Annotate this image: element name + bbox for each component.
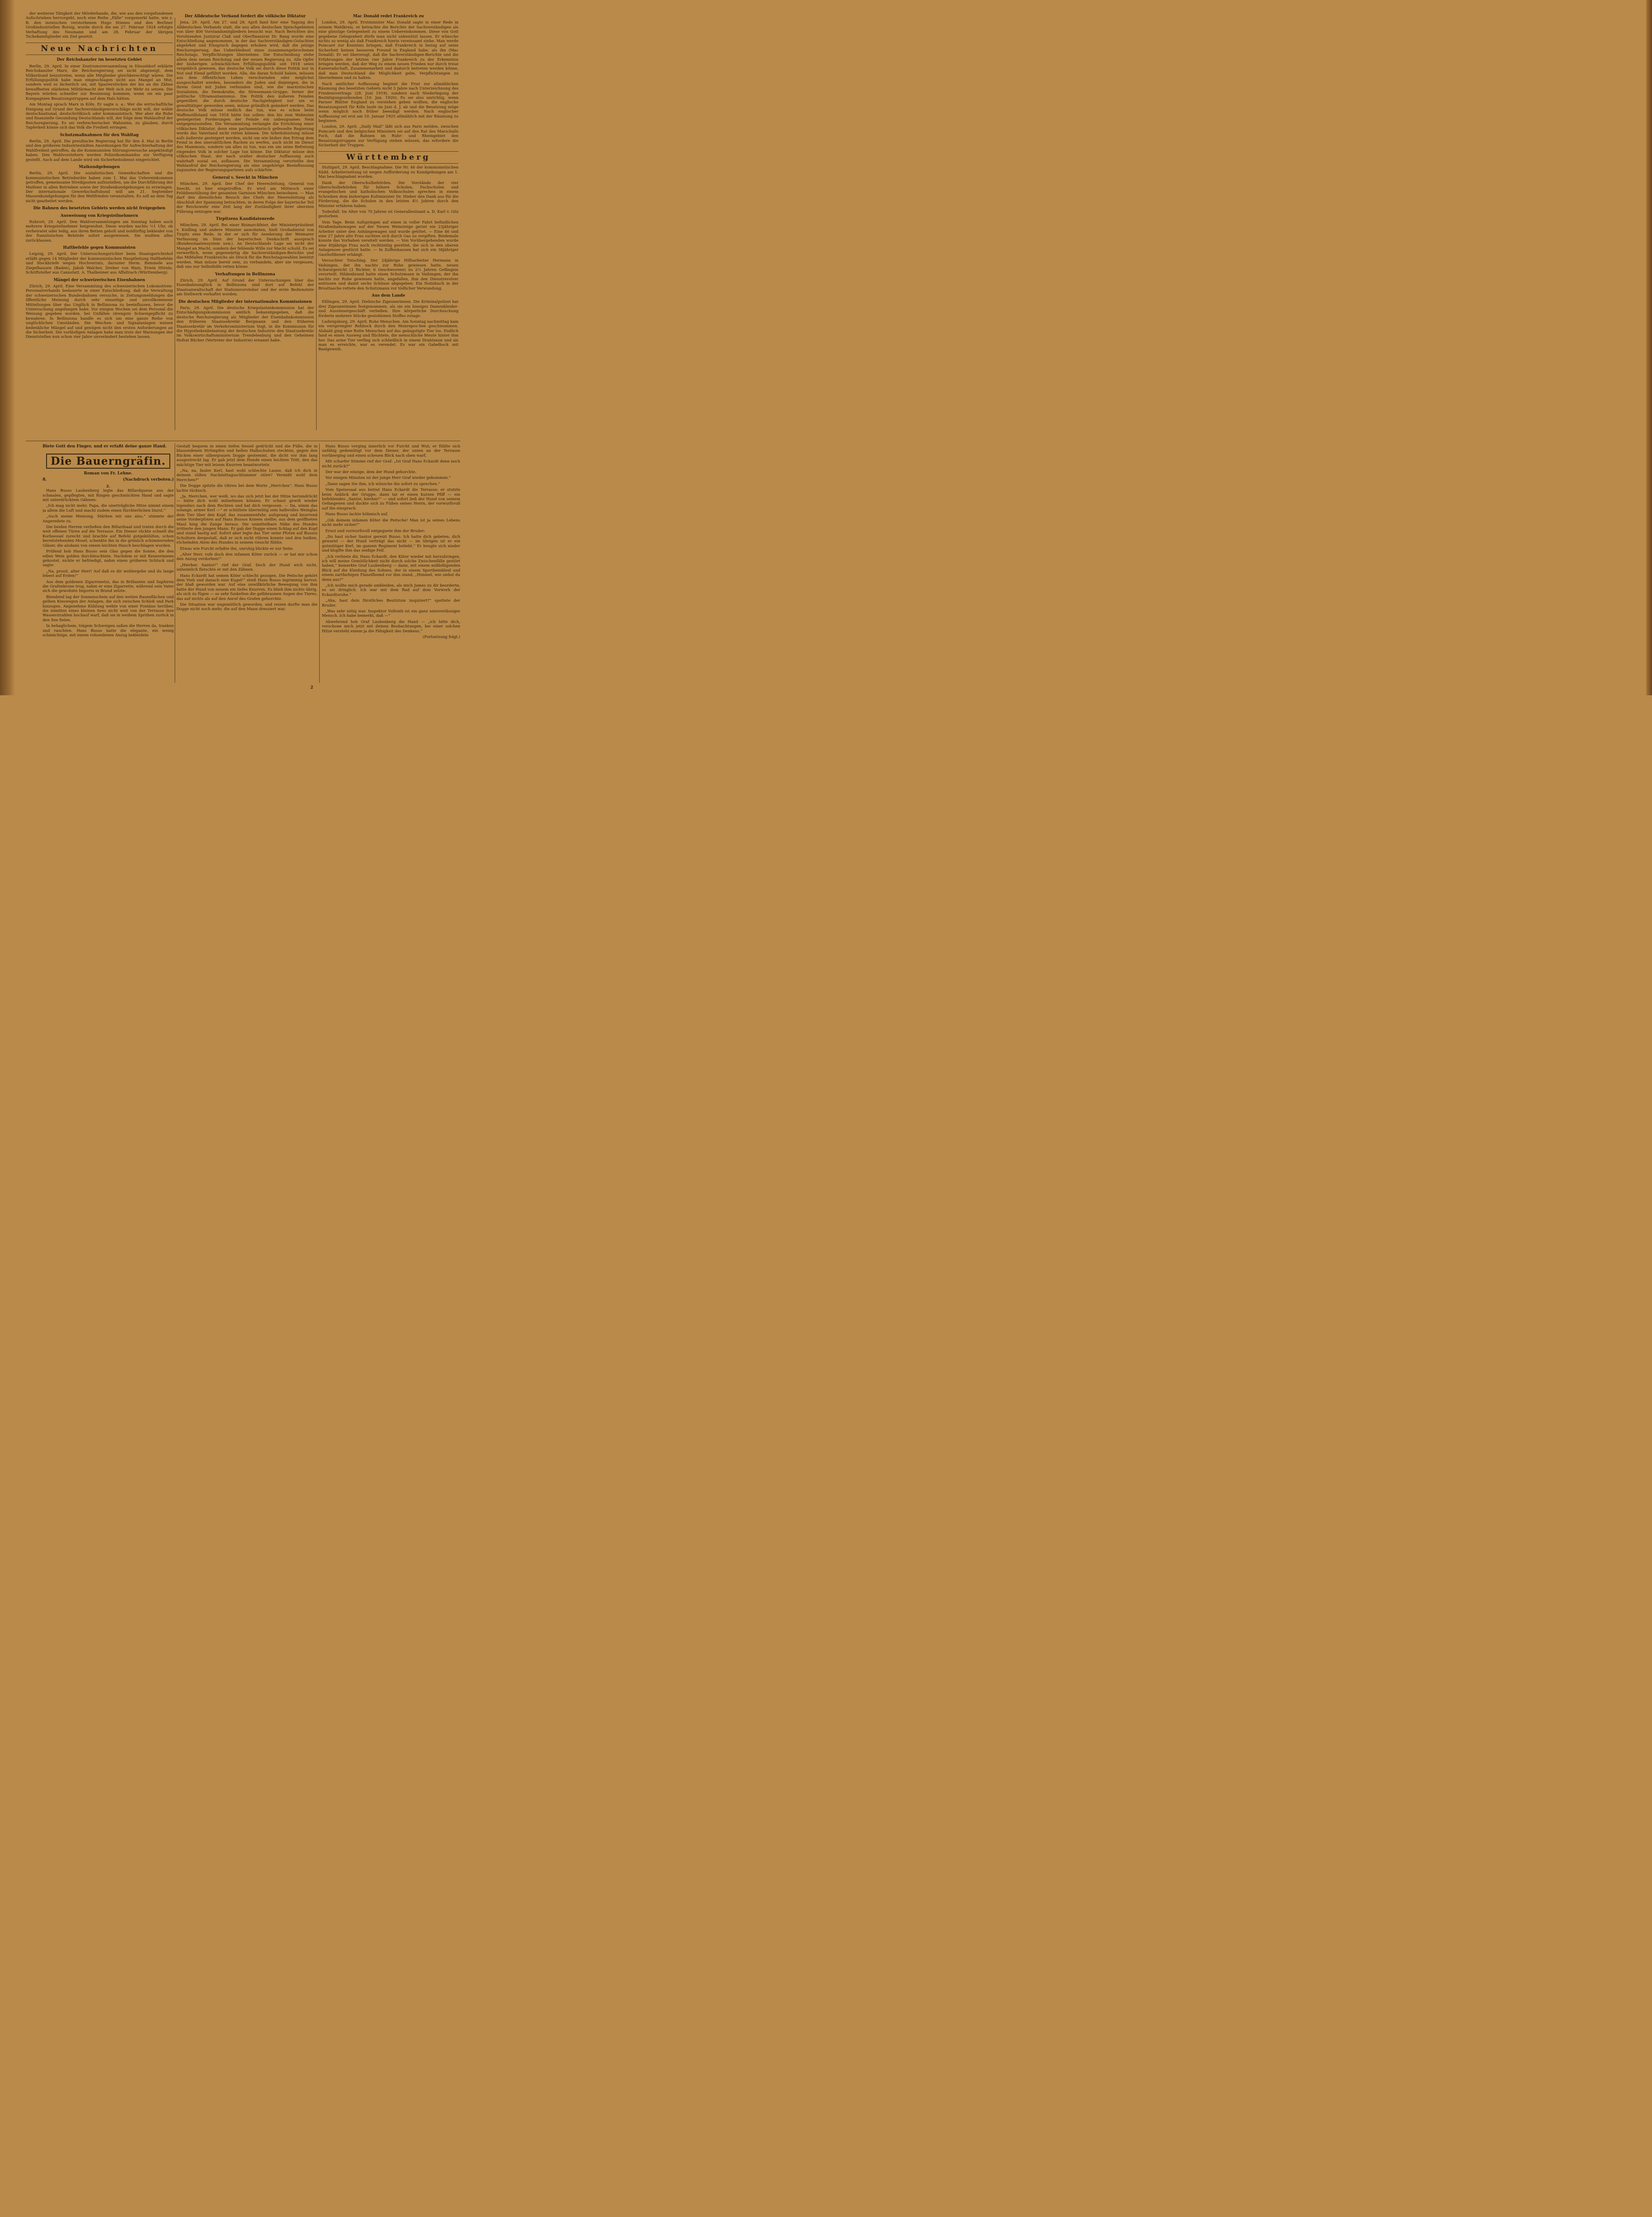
serial-text: „Ja, Herrchen, wer weiß, wo das sich jetzt bei der Hitze herumdrückt — hätte dich wohl mitnehmen können. Er schaut gewiß wieder irgendwo nach dem Rechten und hat dich vergessen. — Da, nimm das solange, armer Kerl —“ er schüttete übermütig sein halbvolles Weinglas dem Tier über den Kopf, das zusammenfuhr, aufsprang und knurrend seine Vorderpfoten auf Hans Bussos Knieen stellte; aus dem geöffneten Maul hing die Zunge heraus. Die unmittelbare Nähe des Hundes irritierte den jungen Mann. Er gab der Dogge einen Schlag auf den Kopf und stand hastig auf. Sofort aber legte das Tier seine Pfoten auf Bussos Schultern dergestalt, daß er sich nicht rühren konnte und den heißen, röchelnden Atem des Hundes in seinem Gesicht fühlte.	[176, 494, 317, 545]
headline: Haftbefehle gegen Kommunisten	[63, 246, 136, 251]
serial-text: „Na, na, fauler Kerl, hast wohl schlechte Laune, daß ich dich in deinem süßen Nachmittagsschlummer störe? Vermißt wohl dein Herrchen?“	[176, 469, 317, 482]
serial-text: „Auch meine Meinung. Stärken wir uns also,“ stimmte der Angeredete zu.	[43, 514, 174, 524]
headline: Der Alldeutsche Verband fordert die völkische Diktatur	[184, 14, 306, 19]
column-2	[176, 12, 314, 437]
article-text: Berlin, 29. April. Die sozialistischen Gewerkschaften und die kommunistischen Betriebsräte haben zum 1. Mai das Uebereinkommen getroffen, gemeinsame Streikposten aufzustellen, um die Durchführung der Maifeier in allen Betrieben sowie der Straßenkundgebungen zu erzwingen. Der internationale Gewerkschaftsbund will am 21. September Massenkundgebungen für den Weltfrieden veranstalten. Es soll an dem Tag nicht gearbeitet werden.	[26, 171, 173, 204]
serial-text: Ernst und vorwurfsvoll entgegnete ihm der Bruder:	[325, 529, 425, 533]
article-text: Todesfall. Im Alter von 70 Jahren ist Generalleutnant a. D. Karl v. Göz gestorben.	[318, 210, 458, 219]
column-rule	[316, 18, 317, 430]
article-text: München, 29. April. Bei einer Bismarckfeier, der Ministerpräsident v. Knilling und andere Minister anwohnten, hielt Großadmiral von Tirpitz eine Rede, in der er sich für Aenderung der Weimarer Verfassung im Sinn der bayerischen Denkschrift aussprach (Bundesstaatensystem usw.). An Deutschlands Lage sei nicht der Mangel an Macht, sondern der fehlende Wille zur Macht schuld. Es sei verwerflich, wenn gegenwärtig die Sachverständigen-Berichte und das Mißfallen Frankreichs als Druck für die Reichstagswahlen benützt werden. Man müsse bereit sein, zu verhandeln, aber nie vergessen, daß uns nur Selbsthilfe retten könne.	[176, 223, 314, 270]
serial-text: „Na, prosit, alter Herr! Auf daß es dir wohlergehe und du lange lebest auf Erden!“	[43, 569, 174, 579]
headline: Aus dem Lande	[372, 293, 405, 298]
article-text: Paris, 29. April. Die deutsche Kriegslastenkommission hat der Entschädigungskommission amtlich bekanntgegeben, daß die deutsche Reichsregierung als Mitglieder der Eisenbahnkommission den früheren Staatssekretär Bergmann und den früheren Staatssekretär im Verkehrsministerium Vogt, in die Kommission für die Hypothekenbelastung der deutschen Industrie den Staatssekretär im Volkswirtschaftsministerium Trendelenburg und den Geheimen Hofrat Bücher (Vertreter der Industrie) ernannt habe.	[176, 306, 314, 343]
serial-text: Mit scharfer Stimme rief der Graf: „Ist Graf Hans Eckardt denn noch nicht zurück?“	[322, 459, 460, 469]
serial-text: Blendend lag der Sonnenschein auf den weiten Rasenflächen und gelben Kieswegen der Anlagen, die sich zwischen Schloß und Park hinzogen. Angenehme Kühlung wehte von einer Fontäne herüber, die inmitten eines kleinen Sees nicht weit von der Terrasse ihre Wasserstrahlen hochauf warf, daß sie in weißem Sprühen zurück in den See fielen.	[43, 595, 174, 623]
headline: General v. Seeckt in München	[212, 175, 278, 180]
serial-text: Prüfend hob Hans Busso sein Glas gegen die Sonne, die den edlen Wein golden durchleuchtete. Nachdem er mit Kennermiene gekostet, nickte er befriedigt, nahm einen größeren Schluck und sagte:	[43, 549, 174, 568]
serial-text: „Ich wollte mich gerade umkleiden, als mich James zu dir beorderte, es sei dringlich. Ich war mit dem Rad auf dem Vorwerk der Eckardtsruhe.“	[322, 583, 460, 597]
serial-title: Die Bauerngräfin.	[46, 454, 170, 469]
serial-text: „Was sehr nötig war. Inspektor Vollrath ist ein ganz unzuverlässiger Mensch. Ich habe bemerkt, daß —“	[322, 609, 460, 619]
serial-text: Die Situation war ungemütlich geworden, und reizen durfte man die Dogge nicht noch mehr, die auf den Mann dressiert war.	[176, 603, 317, 612]
serial-text: „Ich verbiete dir, Hans Eckardt, den Köter wieder mit herzubringen, ich will meine Gemütlichkeit nicht durch solche Zwischenfälle gestört haben,“ bemerkte Graf Laubenberg — dann, mit einem mißbilligenden Blick auf die Kleidung des Sohnes, der in einem Sportbeinkleid und einem zartfarbigen Flanellhemd vor ihm stand, „Himmel, wie siehst du denn aus?“	[322, 554, 460, 582]
serial-text: In behaglichem, trägem Schweigen saßen die Herren da, tranken und rauchten. Hans Busso hatte die elegante, ein wenig schmächtige, mit einem rohseidenen Anzug bekleidete	[43, 624, 174, 638]
article-text: Eßlingen, 29. April. Diebische Zigeunerinnen. Die Kriminalpolizei hat drei Zigeunerinnen festgenommen, als sie ein hiesiges Damenkleider- und Aussteuergeschäft verließen. Ihre körperliche Durchsuchung förderte mehrere Stücke gestohlenen Stoffes zutage.	[318, 300, 458, 318]
serial-text: „Gib deinem infamen Köter die Peitsche! Man ist ja seines Lebens nicht mehr sicher!“	[322, 518, 460, 528]
intro-text: der weiteren Tätigkeit der Mörderbande, die, wie aus den vorgefundenen Aufschrieben hervorgeht, noch eine Reihe „Fälle“ vorgemerkt hatte, wie z. B. den inzwischen verstorbenen Hugo Stinnes und den Berliner Großindustriellen Borsig, wurde durch die am 27. Februar 1924 erfolgte Verhaftung des Neumann und am 28. Februar der übrigen Tschekamitglieder ein Ziel gesetzt.	[26, 12, 173, 39]
article-text: Ludwigsburg, 29. April. Rohe Menschen. Am Sonntag nachmittag kam ein versprengter Rehbock durch den Monrepos-See geschwommen. Alsbald ging eine Rotte Menschen auf das geängstigte Tier los. Endlich fand es einen Ausweg und flüchtete, die menschliche Meute hinter ihm her. Das arme Tier verfing sich schließlich in einem Drahtzaun und als man es erreichte, war es verendet. Es war ein Gabelbock mit Bastgeweih.	[318, 319, 458, 352]
article-text: Dank der Oberschulbehörden. Die Vorstände der vier Oberschulbehörden für höhere Schulen, Fachschulen und evangelischen und katholischen Volksschulen sprechen in einem Schreiben dem bisherigen Kultminister Dr. Hieber den Dank aus für die Förderung, die die Schulen in den letzten 4½ Jahren durch den Minister erfahren haben.	[318, 180, 458, 208]
headline: Mac Donald redet Frankreich zu	[353, 14, 424, 19]
serial-text: Hans Busso verging innerlich vor Furcht und Wut; er fühlte sich unfähig gedemütigt vor dem Diener, der unten an der Terrasse vorüberging und einen scheuen Blick nach oben warf.	[322, 444, 460, 458]
newspaper-page	[0, 0, 476, 695]
headline: Maikundgebungen	[78, 165, 120, 169]
page-number: 2	[310, 685, 313, 690]
headline: Tirpitzens Kandidatenrede	[215, 217, 275, 222]
serial-text: „Dann sagen Sie ihm, ich wünsche ihn sofort zu sprechen.“	[325, 482, 440, 486]
serial-text: Gestalt bequem in einen tiefen Sessel gedrückt und die Füße, die in blauseidenen Strümpfen und hellen Halbschuhen steckten, gegen den Rücken einer silbergrauen Dogge gestemmt, die dicht vor ihm lang ausgestreckt lag. Er gab jetzt dem Hunde einen leichten Tritt, den das mächtige Tier mit leisem Knurren beantwortete.	[176, 444, 317, 467]
headline: Verhaftungen in Bellinzona	[215, 272, 275, 277]
headline: Schutzmaßnahmen für den Wahltag	[60, 133, 139, 137]
serial-text: Hans Busso Laubenberg legte das Billardqueue aus der schmalen, gepflegten, mit Ringen geschmückten Hand und sagte mit unterdrücktem Gähnen:	[43, 489, 174, 503]
serial-info-row	[43, 478, 174, 482]
article-text: Zürich, 29. April. Auf Grund der Untersuchungen über das Eisenbahnunglück in Bellinzona sind dort auf Befehl der Staatsanwaltschaft der Stationsvorsteher und der erste Bedienstete am Stellwerk verhaftet worden.	[176, 278, 314, 297]
serial-text: „Alter Herr, rufe doch den infamen Köter zurück — er hat mir schon den Anzug verdorben!“	[176, 552, 317, 562]
article-text: Berlin, 29. April. In einer Zentrumsversammlung in Düsseldorf erklärte Reichskanzler Marx, die Reichsregierung sei nicht abgeneigt, dem Völkerbund beizutreten, wenn alle Mitglieder gleichberechtigt wären. Die Erfüllungspolitik habe man eingeschlagen nicht aus Mangel an Mut, sondern weil es lächerlich sei, mit Spazierstöcken der bis an die Zähne bewaffneten stärksten Militärmacht der Welt sich zur Wehr zu setzen. Die Bayern würden schneller zur Besinnung kommen, wenn sie ein paar Kompagnien Besatzungstruppen auf dem Hals hätten.	[26, 64, 173, 101]
serial-author: Roman von Fr. Lehne.	[84, 471, 133, 476]
serial-text: Vor einigen Minuten ist der junge Herr Graf wieder gekommen.“	[325, 476, 451, 481]
serial-column-3	[322, 444, 460, 684]
reprint-notice: (Nachdruck verboten.)	[123, 478, 174, 482]
serial-motto: Biete Gott den Finger, und er erfaßt deine ganze Hand.	[43, 444, 167, 449]
headline: Ausweisung von Kriegsteilnehmern	[60, 213, 138, 218]
serial-text: „Ich mag nicht mehr, Papa, die unerträgliche Hitze nimmt einem ja allem die Luft und macht zudem einen fürchterlichen Durst.“	[43, 504, 174, 513]
section-title-news: Neue Nachrichten	[26, 43, 173, 55]
column-1	[26, 12, 173, 437]
headline: Mängel der schweizerischen Eisenbahnen	[53, 278, 145, 282]
article-text: München, 29. April. Der Chef der Heeresleitung, General von Seeckt, ist hier eingetroffen. Er wird am Mittwoch einer Felddienstübung der gesamten Garnison München beiwohnen. — Man darf den dienstlichen Besuch des Chefs der Heeresleitung als Abschluß der Spannung betrachten, in deren Folge der bayerische Teil der Reichswehr eine Zeit lang der Zuständigkeit ihrer obersten Führung entzogen war.	[176, 182, 314, 214]
article-text: Versuchter Totschlag. Der 24jährige Hilfsarbeiter Hermann in Vaihingen, der ihn nachts zur Ruhe gewiesen hatte, neuen Schwurgericht (3 Richter, 6 Geschworene) zu 2½ Jahren Gefängnis verurteilt. Hildenbrand hatte einen Schutzmann in Vaihingen, der ihn nachts zur Ruhe gewiesen hatte, angefallen, ihm den Dienstrevolver entrissen und damit sechs Schüsse abgegeben. Ein Notizbuch in der Brusttasche rettete den Schutzmann vor tödlicher Verwundung.	[318, 259, 458, 291]
column-3	[318, 12, 458, 437]
section-title-wuerttemberg: Württemberg	[318, 151, 458, 164]
serial-text: Etwas wie Furcht erfaßte ihn, unruhig blickte er zur Seite.	[180, 546, 294, 551]
continuation-note: (Fortsetzung folgt.)	[423, 635, 460, 640]
article-text: London, 29. April. „Daily Mail“ läßt sich aus Paris melden, zwischen Poincaré und den belgischen Ministern sei auf den Rat des Marschalls Foch, daß die Bahnen im Ruhr- und Rheingebiet den Besatzungstruppen zur Verfügung stehen müssen, das erfordere die Sicherheit der Truppen.	[318, 125, 458, 148]
article-text: Vom Tage. Beim Aufspringen auf einen in voller Fahrt befindlichen Straßenbahnwagen auf der Neuen Weinsteige geriet ein 23jähriger Arbeiter unter den Anhängewagen und wurde getötet. — Eine 46 und eine 27 Jahre alte Frau suchten sich durch Gas zu vergiften. Beidemale konnte das Vorhaben vereitelt werden. — Von Vorübergehenden wurde eine 40jährige Frau noch rechtzeitig gerettet, die sich in den oberen Anlagensee gestürzt hatte. — In Zuffenhausen hat sich ein 38jähriger Gasthofdiener erhängt.	[318, 220, 458, 257]
serial-text: Vom Speisesaal aus betrat Hans Eckardt die Terrasse; er stutzte beim Anblick der Gruppe, dann tat er einen kurzen Pfiff — ein befehlendes „Santor, hierher!“ — und sofort ließ der Hund von seinem Gefangenen und duckte sich zu Füßen seines Herrn, der vorwurfsvoll auf ihn einsprach.	[322, 488, 460, 511]
article-text: Stuttgart, 29. April. Beschlagnahme. Die Nr. 46 der kommunistischen Südd. Arbeiterzeitung ist wegen Aufforderung zu Kundgebungen am 1. Mai beschlagnahmt worden.	[318, 165, 458, 180]
article-text: Jena, 29. April. Am 27. und 28. April fand hier eine Tagung des Alldeutschen Verbands statt, die aus allen deutschen Sprachgebieten von über 400 Vorstandsmitgliedern besucht war. Nach Berichten des Vorsitzenden Justizrat Claß und Oberfinanzrat Dr. Bang wurde eine Entschließung angenommen, in der das Sachverständigen-Gutachten abgelehnt und Einspruch dagegen erhoben wird, daß die jetzige Reichsregierung, das Ueberbleibsel eines zusammengebrochenen Reichstags, Verpflichtungen übernehme. Die Entscheidung stehe allein dem neuen Reichstag und der neuen Regierung zu. Alle Opfer der bisherigen schwächlichen Erfüllungspolitik seit 1918 seien vergeblich gewesen, das deutsche Volk sei durch diese Politik nur in Not und Elend geführt worden. Alle, die daran Schuld haben, müssen aus dem öffentlichen Leben verschwinden oder möglichst ausgeschaltet werden, besonders die Juden und diejenigen, die in ihrem Geist mit Juden verbunden sind, wie die marxistischen Sozialisten, die Demokratie, die Stresemann-Gruppe; ferner der politische Ultramontanismus. Die Politik den äußeren Feinden gegenüber, die durch deutsche Nachgiebigkeit nur um so gewalttätiger geworden seien, müsse gründlich geändert werden. Das deutsche Volk müsse endlich das tun, was es schon beim Waffenstillstand von 1918 hätte tun sollen: den bis zum Wahnsinn gesteigerten Forderungen der Feinde ein unbeugsames Nein entgegenzustellen. Die Versammlung verlangte die Errichtung einer völkischen Diktatur, denn eine parlamentarisch gefesselte Regierung werde das Vaterland nicht retten können. Die Arbeitsleistung müsse aufs äußerste gesteigert werden, nicht um wie bisher den Ertrag dem Feind in den unersättlichen Rachen zu werfen, auch nicht im Dienst des Mammons, sondern um alles zu tun, was ein um seine Befreiung ringendes Volk in solcher Lage tun könne. Die Diktatur müsse den völkischen Staat, der nach uralter deutscher Auffassung auch wahrhaft sozial sei, aufbauen. Die Versammlung verurteilte den Wahlaufruf der Reichsregierung als eine ungehörige Beeinflussung zugunsten der Regierungsparteien aufs schärfste.	[176, 20, 314, 173]
serial-text: Hans Busso lachte höhnisch auf.	[325, 512, 388, 517]
serial-text: „Hierher, Santor!“ rief der Graf. Doch der Hund wich nicht, unheimlich fletschte er mit den Zähnen.	[176, 563, 317, 572]
serial-number: 8.	[43, 478, 47, 482]
headline: Die Bahnen des besetzten Gebiets werden nicht freigegeben	[33, 206, 165, 211]
serial-text: Aus dem goldenen Zigarrenetui, das in Brillanten und Saphiren die Grafenkrone trug, nahm er eine Zigarrette, während sein Vater sich die gewohnte Importe in Brand setzte.	[43, 580, 174, 594]
column-rule	[319, 443, 320, 683]
article-text: Leipzig, 29. April. Der Untersuchungsrichter beim Staatsgerichtshof erläßt gegen 14 Mitglieder der kommunistischen Hauptleitung Haftbefehle und Steckbriefe wegen Hochverrats, darunter Herm. Remmele aus Ziegelhausen (Baden), Jakob Walcher, Dreher von Wain, Erwin Hörnle, Schriftsteller aus Cannstatt, A. Thalheimer aus Affaltrach (Württemberg).	[26, 252, 173, 275]
article-text: Berlin, 29. April. Die preußische Regierung hat für den 4. Mai in Berlin und den größeren Industriestädten Anordnungen für Aufrechterhaltung der Wahlfreiheit getroffen, da die Kommunisten Störungsversuche angekündigt haben. Den Wahlvorstehern werden Polizeikommandos zur Verfügung gestellt. Auch auf dem Lande wird ein Sicherheitsdienst eingerichtet.	[26, 139, 173, 162]
article-text: Am Montag sprach Marx in Köln. Er sagte u. a.: Wer die wirtschaftliche Einigung auf Grund der Sachverständigenvorschläge nicht will, der wähle deutschnational, deutschvölkisch oder kommunistisch. Wer aber die Ruhe und finanzielle Gesundung Deutschlands will, der folge dem Wahlaufruf der Reichsregierung. Es sei verbrecherischer Wahnsinn, zu glauben, durch Tapferkeit könne sich das Volk die Freiheit erringen.	[26, 102, 173, 130]
headline: Die deutschen Mitglieder der internationalen Kommissionen	[178, 299, 312, 304]
serial-text: Abwehrend hob Graf Laubenberg die Hand — „ich bitte dich, verschone mich jetzt mit deinen Beobachtungen, bei einer solchen Hitze versteht einem ja die Fähigkeit des Denkens.“	[322, 619, 460, 634]
serial-column-1	[43, 444, 174, 684]
serial-text: Die beiden Herren verließen den Billardsaal und traten durch die weit offenen Türen auf die Terrasse. Ein Diener rückte schnell die Korbsessel zurecht und brachte auf Befehl gutgekühlten, schon bereitstehenden Mosel, schenkte ihn in die grünlich schimmernden Gläser, die alsdann von einem leichten Hauch beschlagen wurden.	[43, 525, 174, 548]
serial-text: „Du hast sicher Santor gereizt Busso. Ich hatte dich gebeten, dich gewarnt — der Hund verträgt das nicht — im übrigen ist er ein gutmütiger Kerl, im ganzen Regiment beliebt.“ Er beugte sich nieder und klopfte ihm das seidige Fell.	[322, 534, 460, 553]
serial-text: Hans Eckardt hat seinen Köter schlecht gezogen. Die Peitsche gehört dem Vieh und danach eine Kugel!“ stieß Hans Busso ingrimmig hervor, der blaß geworden war. Auf eine unwillkürliche Bewegung von ihm hatte der Hund von neuem ein tiefes Knurren. Es blieb ihm nichts übrig, als sich zu fügen — so sehr funkelten die gelbbraunen Augen des Tieres, das auf nichts als auf den Anruf des Grafen gehorchte.	[176, 573, 317, 601]
serial-column-2	[176, 444, 317, 684]
page-edge	[1646, 0, 1652, 695]
chapter-number: 2.	[106, 484, 110, 489]
article-text: Nach amtlicher Auffassung beginnt die Frist zur allmählichen Räumung des besetzten Gebiets nicht 5 Jahre nach Unterzeichnung des Friedensvertrags (28. Juni 1919), sondern nach Niederlegung der Bestätigungsurkunden (10. Jan. 1920). Es sei also unrichtig, wenn Pariser Blätter England zu verstehen geben wollten, die englische Besatzungszeit für Köln laufe im Juni d. J. ab und die Besatzung möge wenn möglich noch früher beendigt werden. Nach englischer Auffassung sei erst am 10. Januar 1925 allmählich mit der Räumung zu beginnen.	[318, 82, 458, 123]
serial-text: „Aha, hast dein fürstliches Besitztum inspiziert?“ spottete der Bruder.	[322, 599, 460, 608]
article-text: London, 29. April. Erstminister Mac Donald sagte in einer Rede in seinem Wahlkreis, er betrachte die Berichte der Sachverständigen als eine günstige Gelegenheit zu einem Uebereinkommen. Diese von Gott gegebene Gelegenheit dürfe man nicht unbenützt lassen. Er wünsche nichts so wenig als daß Frankreich hierin vereinsamt stehe. Man werde Poincaré zur Kenntnis bringen, daß Frankreich in bezug auf seine Sicherheit keinen besseren Freund in England habe, als ihn (Mac Donald). Er sei überzeugt, daß die Sachverständigen-Berichte und die Erfahrungen der letzten vier Jahre Frankreich zu der Erkenntnis bringen werden, daß der Weg zu einem neuen Frieden nur durch treue Kameradschaft, Zusammenarbeit und dadurch betreten werden könne, daß man Deutschland die Möglichkeit gebe, Verpflichtungen zu übernehmen und zu halten.	[318, 20, 458, 81]
serial-text: Der war der einzige, dem der Hund gehorchte.	[325, 470, 416, 475]
article-text: Ruhrort, 29. April. Den Wahlversammlungen am Sonntag haben auch mehrere Kriegsteilnehmer beigewohnt. Diese wurden nachts ½1 Uhr, ob verheiratet oder ledig, aus ihren Betten geholt und notdürftig bekleidet von der französischen Behörde sofort ausgewiesen. Sie mußten alles zurücklassen.	[26, 220, 173, 243]
serial-text: Die Dogge spitzte die Ohren bei dem Worte „Herrchen“. Hans Busso lachte tückisch.	[176, 484, 317, 493]
article-text: Zürich, 29. April. Eine Versammlung des schweizerischen Lokomotiven-Personalverbands bedauerte in einer Entschließung, daß die Verwaltung der schweizerischen Bundesbahnen versuche, in Zeitungsmeldungen die öffentliche Meinung durch sehr einseitige und unvollkommene Mitteilungen über das Unglück in Bellinzona zu beeinflussen, bevor die Untersuchung angefangen habe. Vor einigen Wochen sei dem Personal die Weisung gegeben worden, bei Unfällen strengste Schweigepflicht zu bewahren. In Bellinzona handle es sich um eine ganze Reihe von unglücklichen Umständen. Die Weichen- und Signalanlagen weisen bedenkliche Mängel auf und genügen nicht den ersten Anforderungen an die Sicherheit. Die vorläufigen Anlagen habe man trotz der Warnungen der Dienststellen nun schon vier Jahre unverändert bestehen lassen.	[26, 284, 173, 340]
headline: Der Reichskanzler im besetzten Gebiet	[56, 58, 142, 63]
